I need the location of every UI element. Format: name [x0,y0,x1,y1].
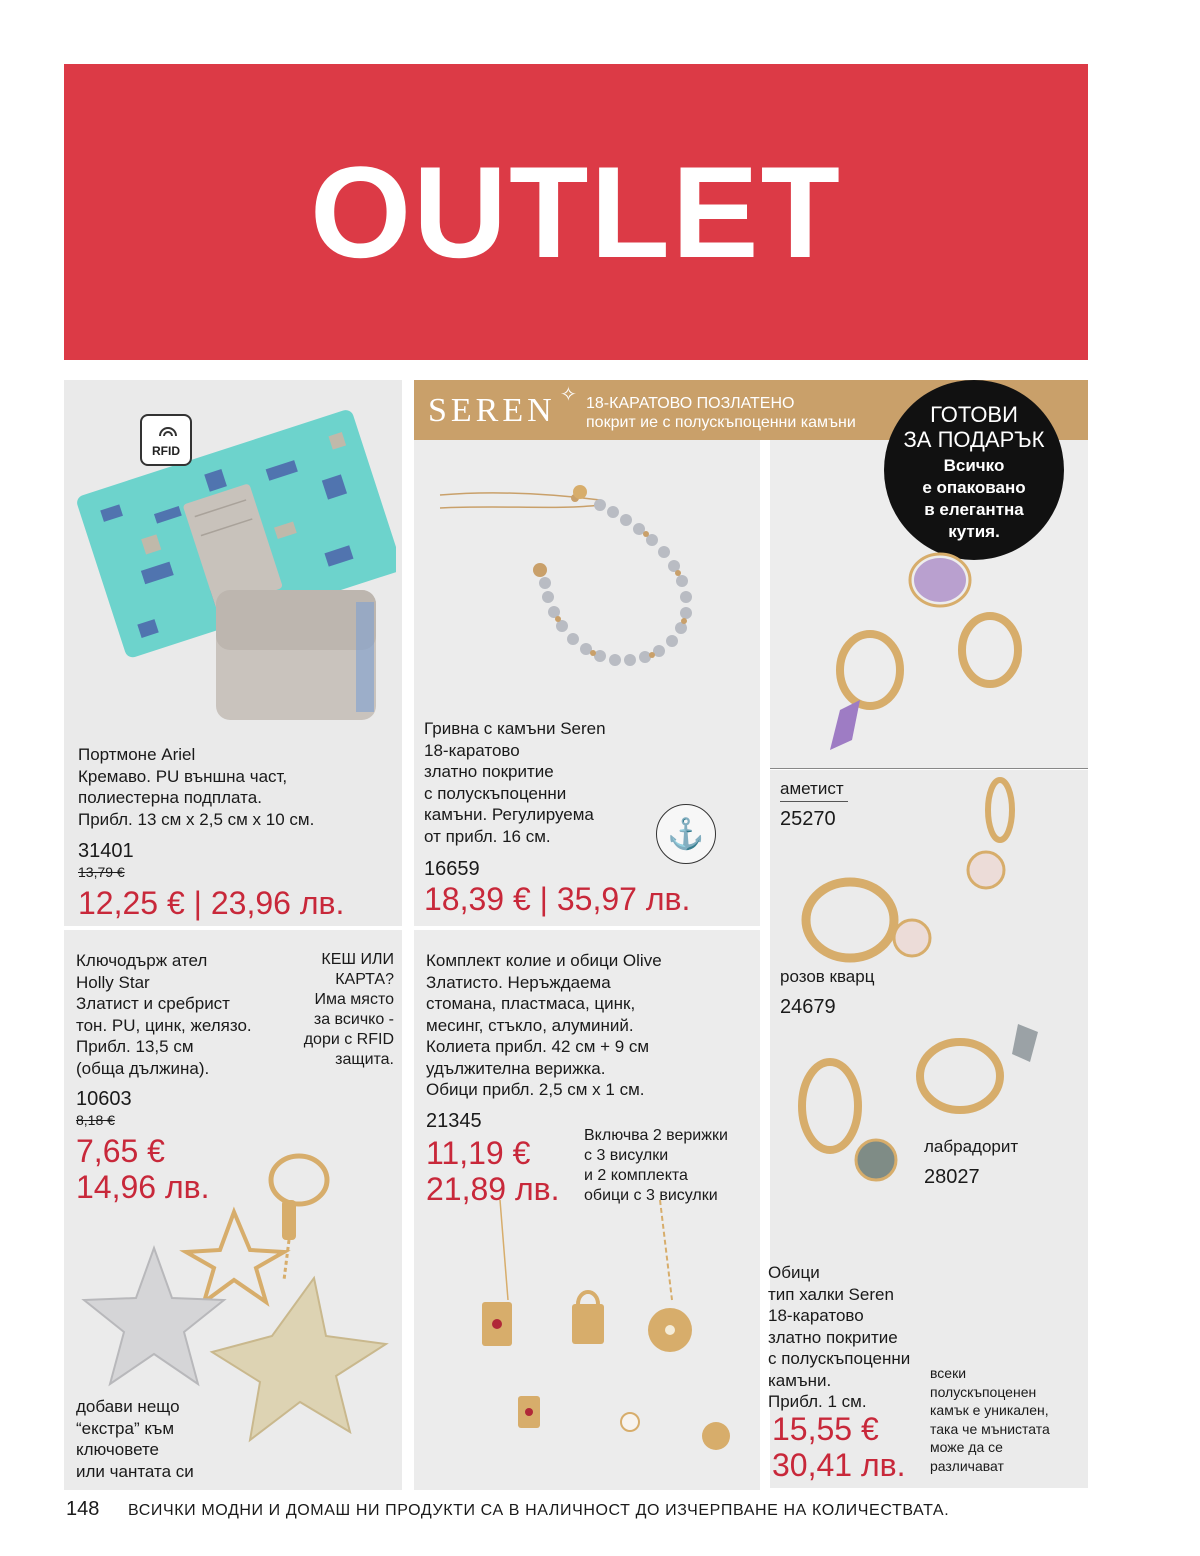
bracelet-code: 16659 [424,858,480,880]
page-number: 148 [66,1498,100,1520]
bracelet-description: Гривна с камъни Seren 18-каратово златно покритие с полускъпоценни камъни. Регулируема от прибл. 16 см. [424,719,606,846]
keyring-price-bgn: 14,96 лв. [76,1169,210,1205]
earrings-price-eur: 15,55 € [772,1411,879,1447]
seren-logo: SEREN [428,392,556,429]
variant-labradorite-name: лабрадорит [924,1137,1019,1156]
keyring-description: Ключодърж ател Holly Star Златист и сребрист тон. PU, цинк, желязо. Прибл. 13,5 см (обща дължина). [76,951,252,1078]
outlet-banner [64,64,1088,360]
keyring-price-eur: 7,65 € [76,1133,165,1169]
footer-disclaimer: ВСИЧКИ МОДНИ И ДОМАШ НИ ПРОДУКТИ СА В НАЛИЧНОСТ ДО ИЗЧЕРПВАНЕ НА КОЛИЧЕСТВАТА. [128,1502,950,1519]
wallet-description: Портмоне Ariel Кремаво. PU външна част, полиестерна подплата. Прибл. 13 см х 2,5 см х 10 см. [78,745,315,829]
wallet-image [76,390,396,735]
wallet-old-price: 13,79 € [78,864,125,880]
rfid-icon [140,414,192,466]
necklace-description: Комплект колие и обици Olive Златисто. Неръждаема стомана, пластмаса, цинк, месинг, стъкло, алуминий. Колиета прибл. 42 см + 9 см удължителна верижка. Обици прибл. 2,5 см х 1 см. [426,951,662,1099]
necklace-price-eur: 11,19 € [426,1135,531,1171]
keyring-side-note: КЕШ ИЛИ КАРТА? Има място за всичко - дори с RFID защита. [303,951,394,1068]
rfid-label: RFID [152,444,180,458]
variant-labradorite-code: 28027 [924,1166,980,1188]
sparkle-icon: ✧ [560,384,577,406]
wallet-code: 31401 [78,840,134,862]
amethyst-earrings-image [780,540,1080,760]
necklace-includes-note: Включва 2 верижки с 3 висулки и 2 комплекта обици с 3 висулки [584,1127,728,1204]
divider [770,768,1088,769]
necklace-set-image [420,1200,756,1486]
necklace-code: 21345 [426,1110,482,1132]
earrings-price-bgn: 30,41 лв. [772,1447,906,1483]
rose-quartz-earrings-image [790,770,1080,970]
earrings-description: Обици тип халки Seren 18-каратово златно покритие с полускъпоценни камъни. Прибл. 1 см. [768,1263,911,1411]
variant-rose-quartz-name: розов кварц [780,967,875,986]
variant-rose-quartz-code: 24679 [780,996,836,1018]
keyring-code: 10603 [76,1088,132,1110]
bracelet-price: 18,39 € | 35,97 лв. [424,881,691,917]
necklace-price-bgn: 21,89 лв. [426,1171,560,1207]
keyring-old-price: 8,18 € [76,1112,115,1128]
seren-tagline: 18-КАРАТОВО ПОЗЛАТЕНО покрит ие с полускъпоценни камъни [586,395,856,431]
earrings-note: всеки полускъпоценен камък е уникален, така че мънистата може да се различават [930,1365,1050,1474]
anchor-icon: ⚓ [656,804,716,864]
banner-title: OUTLET [310,139,842,285]
bracelet-image [420,450,750,710]
gift-ready-badge: ГОТОВИ ЗА ПОДАРЪК Всичко е опаковано в елегантна кутия. [884,380,1064,560]
wifi-icon [156,422,180,440]
keyring-extra-note: добави нещо “екстра” към ключовете или чантата си [76,1397,194,1481]
variant-amethyst-name: аметист [780,779,844,798]
variant-amethyst-code: 25270 [780,808,836,830]
wallet-price: 12,25 € | 23,96 лв. [78,885,345,921]
